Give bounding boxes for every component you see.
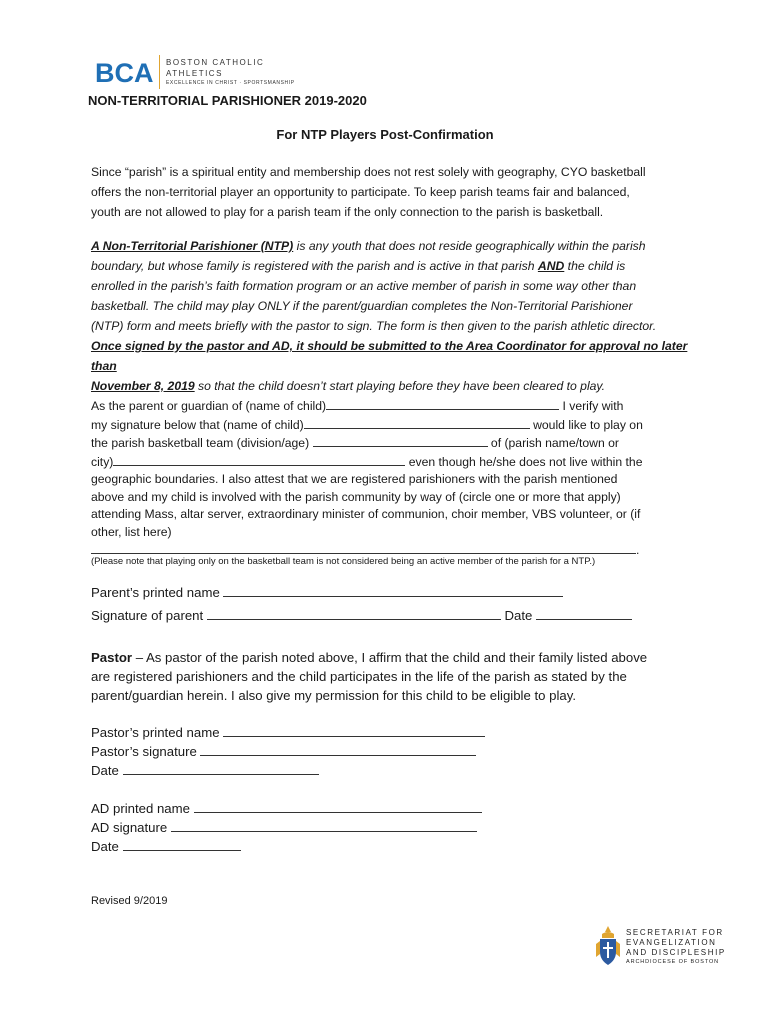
logo-line-2: ATHLETICS: [166, 69, 223, 78]
pastor-affirmation: Pastor – As pastor of the parish noted above, I affirm that the child and their family listed above are registered parishioners and the child participates in the life of the parish as stated by the parent/guardian herein. I also give my permission for this child to be eligible to play.: [91, 650, 648, 703]
logo-line-1: BOSTON CATHOLIC: [166, 58, 265, 67]
parent-printed-name-field[interactable]: [223, 584, 563, 597]
pastor-signature-field[interactable]: [200, 743, 476, 756]
form-title: NON-TERRITORIAL PARISHIONER 2019-2020: [88, 93, 367, 108]
parent-printed-name-row: Parent’s printed name: [91, 584, 563, 600]
form-subtitle: For NTP Players Post-Confirmation: [276, 127, 494, 142]
child-name-field-2[interactable]: [304, 416, 530, 429]
parent-signature-row: Signature of parent Date: [91, 607, 632, 623]
deadline-date: November 8, 2019: [91, 379, 195, 393]
logo-divider: [159, 55, 160, 89]
secretariat-line-4: ARCHDIOCESE OF BOSTON: [626, 959, 720, 965]
ntp-note: (Please note that playing only on the basketball team is not considered being an active member of the parish for a NTP.): [91, 556, 596, 567]
ad-signature-row: AD signature: [91, 819, 477, 835]
pastor-printed-name-field[interactable]: [223, 724, 485, 737]
parent-attestation: As the parent or guardian of (name of child) I verify with my signature below that (name of child) would like to play on the parish basketball team (division/age) of (parish name/town or city) even though he/she does not live within the geographic boundaries. I also attest that we are registered parishioners with the parish mentioned above and my child is involved with the parish community by way of (circle one or more that apply) attending Mass, altar server, extraordinary minister of communion, choir member, VBS volunteer, or (if other, list here) .: [91, 399, 643, 557]
ad-printed-name-row: AD printed name: [91, 800, 482, 816]
parish-name-field[interactable]: [113, 453, 405, 466]
bca-logo: BCA: [95, 58, 154, 88]
pastor-label: Pastor: [91, 650, 133, 665]
pastor-date-row: Date: [91, 762, 319, 778]
pastor-date-field[interactable]: [123, 762, 319, 775]
revision-date: Revised 9/2019: [91, 895, 168, 907]
intro-paragraph: Since “parish” is a spiritual entity and membership does not rest solely with geography, CYO basketball offers the non-territorial player an opportunity to participate. To keep parish teams fair and balanced, youth are not allowed to play for a parish team if the only connection to the parish is basketball.: [91, 165, 646, 219]
secretariat-line-1: SECRETARIAT FOR: [626, 928, 724, 937]
division-age-field[interactable]: [313, 434, 488, 447]
secretariat-line-2: EVANGELIZATION: [626, 938, 717, 947]
pastor-signature-row: Pastor’s signature: [91, 743, 476, 759]
ad-printed-name-field[interactable]: [194, 800, 482, 813]
secretariat-line-3: AND DISCIPLESHIP: [626, 948, 726, 957]
parent-date-field[interactable]: [536, 607, 632, 620]
other-involvement-field[interactable]: [91, 541, 636, 554]
ad-signature-field[interactable]: [171, 819, 477, 832]
ad-date-row: Date: [91, 838, 241, 854]
ntp-definition: A Non-Territorial Parishioner (NTP) is any youth that does not reside geographically within the parish boundary, but whose family is registered with the parish and is active in that parish AND the child is enrolled in the parish’s faith formation program or an active member of parish in some way other than basketball. The child may play ONLY if the parent/guardian completes the Non-Territorial Parishioner (NTP) form and meets briefly with the pastor to sign. The form is then given to the parish athletic director. Once signed by the pastor and AD, it should be submitted to the Area Coordinator for approval no later than November 8, 2019 so that the child doesn’t start playing before they have been cleared to play.: [91, 236, 691, 396]
parent-signature-field[interactable]: [207, 607, 501, 620]
deadline-statement: Once signed by the pastor and AD, it should be submitted to the Area Coordinator for approval no later than: [91, 339, 688, 373]
ntp-term: A Non-Territorial Parishioner (NTP): [91, 239, 294, 253]
child-name-field-1[interactable]: [326, 397, 559, 410]
ad-date-field[interactable]: [123, 838, 241, 851]
logo-line-3: EXCELLENCE IN CHRIST · SPORTSMANSHIP: [166, 80, 295, 86]
pastor-printed-name-row: Pastor’s printed name: [91, 724, 485, 740]
archdiocese-seal-icon: [594, 924, 622, 966]
